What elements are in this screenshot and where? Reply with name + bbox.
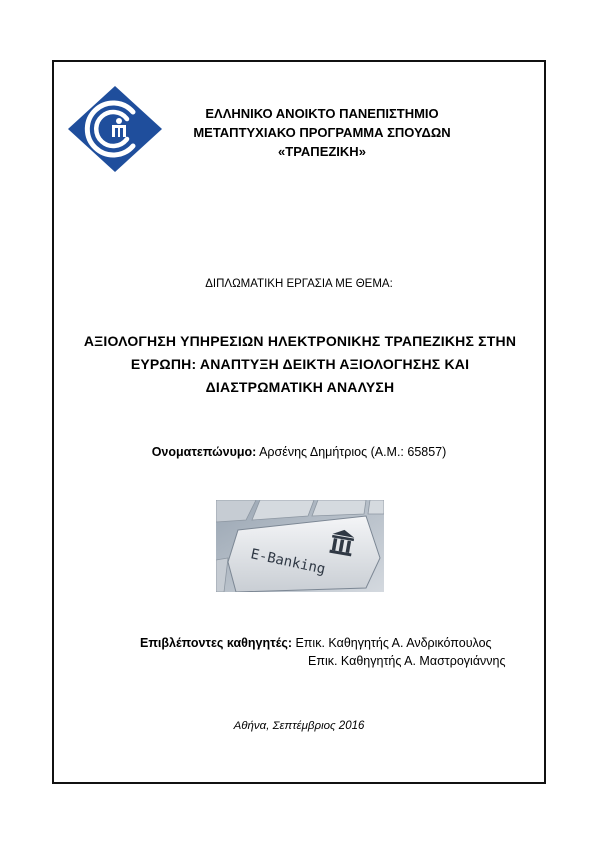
e-banking-keyboard-image (216, 500, 384, 592)
thesis-title (70, 330, 530, 399)
supervisors-block (140, 634, 506, 670)
supervisor-name: Επικ. Καθηγητής Α. Ανδρικόπουλος (292, 636, 492, 650)
thesis-label: ΔΙΠΛΩΜΑΤΙΚΗ ΕΡΓΑΣΙΑ ΜΕ ΘΕΜΑ: (205, 278, 393, 290)
author-name: Αρσένης Δημήτριος (Α.Μ.: 65857) (256, 445, 447, 459)
university-logo-icon (66, 84, 164, 174)
e-banking-key-label: E-Banking (249, 546, 327, 578)
author-label: Ονοματεπώνυμο: (151, 445, 257, 459)
supervisor-name: Επικ. Καθηγητής Α. Μαστρογιάννης (308, 654, 506, 668)
thesis-title-line: ΑΞΙΟΛΟΓΗΣΗ ΥΠΗΡΕΣΙΩΝ ΗΛΕΚΤΡΟΝΙΚΗΣ ΤΡΑΠΕΖΙΚΗΣ ΣΤΗΝ (83, 333, 517, 349)
thesis-title-line: ΕΥΡΩΠΗ: ΑΝΑΠΤΥΞΗ ΔΕΙΚΤΗ ΑΞΙΟΛΟΓΗΣΗΣ ΚΑΙ (130, 356, 470, 372)
specialization-name: «ΤΡΑΠΕΖΙΚΗ» (278, 144, 366, 159)
author-line (52, 445, 546, 459)
program-name: ΜΕΤΑΠΤΥΧΙΑΚΟ ΠΡΟΓΡΑΜΜΑ ΣΠΟΥΔΩΝ (193, 125, 451, 140)
supervisors-label: Επιβλέποντες καθηγητές: (140, 636, 292, 650)
place-and-date: Αθήνα, Σεπτέμβριος 2016 (233, 720, 365, 732)
thesis-title-line: ΔΙΑΣΤΡΩΜΑΤΙΚΗ ΑΝΑΛΥΣΗ (205, 379, 395, 395)
university-name: ΕΛΛΗΝΙΚΟ ΑΝΟΙΚΤΟ ΠΑΝΕΠΙΣΤΗΜΙΟ (205, 106, 439, 121)
university-header (188, 104, 456, 161)
